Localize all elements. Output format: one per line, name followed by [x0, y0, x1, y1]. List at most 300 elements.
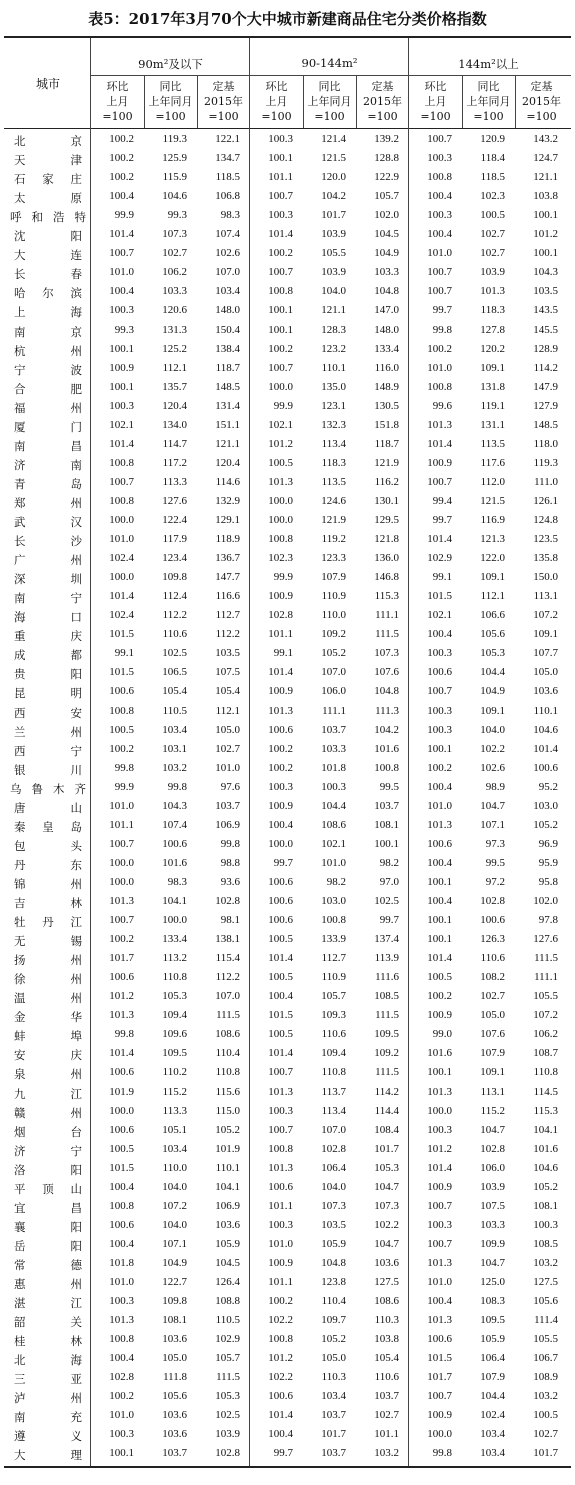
index-value: 99.3 — [114, 323, 134, 336]
index-value: 115.2 — [480, 1104, 505, 1117]
index-value: 113.5 — [480, 437, 505, 450]
city-name — [8, 1143, 88, 1159]
index-value: 120.4 — [162, 399, 187, 412]
index-value: 110.3 — [321, 1371, 346, 1384]
city-name — [8, 343, 88, 359]
index-value: 95.2 — [538, 780, 558, 793]
index-value: 101.6 — [427, 1047, 452, 1060]
index-value: 99.5 — [379, 780, 399, 793]
index-value: 109.1 — [480, 1066, 505, 1079]
index-value: 99.1 — [273, 647, 293, 660]
city-name — [8, 266, 88, 282]
city-name — [8, 838, 88, 854]
city-name-char: 大 — [14, 1448, 26, 1463]
index-value: 102.8 — [321, 1142, 346, 1155]
index-value: 99.9 — [114, 780, 134, 793]
index-value: 97.8 — [538, 914, 558, 927]
city-name-char: 阳 — [70, 667, 82, 682]
city-name — [8, 304, 88, 320]
index-value: 118.9 — [215, 533, 240, 546]
city-name — [8, 1200, 88, 1216]
city-name-char: 华 — [70, 1010, 82, 1025]
index-value: 120.2 — [480, 342, 505, 355]
city-name — [8, 171, 88, 187]
city-name-text — [8, 1047, 88, 1063]
index-value: 100.8 — [427, 171, 452, 184]
index-value: 119.1 — [480, 399, 505, 412]
subcolumn-header-line: =100 — [473, 110, 504, 123]
index-value: 102.8 — [268, 609, 293, 622]
city-name-char: 徐 — [14, 972, 26, 987]
index-value: 103.7 — [215, 799, 240, 812]
city-name-char: 充 — [70, 1410, 82, 1425]
index-value: 99.1 — [432, 571, 452, 584]
index-value: 100.2 — [427, 342, 452, 355]
index-value: 98.2 — [379, 856, 399, 869]
city-name — [8, 590, 88, 606]
index-value: 113.3 — [162, 475, 187, 488]
city-name-char: 蚌 — [14, 1029, 26, 1044]
index-value: 115.9 — [162, 171, 187, 184]
table-title: 表5：2017年3月70个大中城市新建商品住宅分类价格指数 — [88, 10, 487, 28]
index-value: 104.7 — [374, 1237, 399, 1250]
city-name-char: 兰 — [14, 724, 26, 739]
index-value: 100.1 — [533, 247, 558, 260]
city-name-text — [8, 1105, 88, 1121]
index-value: 103.1 — [162, 742, 187, 755]
index-value: 148.5 — [533, 418, 558, 431]
index-value: 104.4 — [321, 799, 346, 812]
index-value: 107.3 — [162, 228, 187, 241]
subcolumn-header-line: 2015年 — [522, 95, 561, 108]
city-name-char: 州 — [70, 495, 82, 510]
city-name-char: 鲁 — [31, 781, 43, 796]
index-value: 103.9 — [215, 1428, 240, 1441]
index-value: 101.3 — [109, 1314, 134, 1327]
index-value: 104.0 — [321, 1180, 346, 1193]
index-value: 109.6 — [162, 1028, 187, 1041]
city-name-char: 岳 — [14, 1238, 26, 1253]
index-value: 136.0 — [374, 552, 399, 565]
index-value: 102.2 — [480, 742, 505, 755]
subcolumn-header-line: 同比 — [159, 80, 182, 93]
city-name-text — [8, 552, 88, 568]
area-group-header: 90-144m² — [301, 56, 358, 70]
city-name-text — [8, 1066, 88, 1082]
city-name — [8, 647, 88, 663]
index-value: 101.4 — [427, 1161, 452, 1174]
city-name-char: 和 — [31, 210, 43, 225]
index-value: 107.2 — [533, 609, 558, 622]
index-value: 95.8 — [538, 875, 558, 888]
index-value: 100.3 — [268, 133, 293, 145]
city-name-text — [8, 781, 88, 797]
city-name-text — [8, 1333, 88, 1349]
index-value: 99.0 — [432, 1028, 452, 1041]
index-value: 104.6 — [162, 190, 187, 203]
index-value: 123.3 — [321, 552, 346, 565]
city-name-char: 汉 — [70, 515, 82, 529]
index-value: 105.0 — [162, 1352, 187, 1365]
index-value: 100.0 — [268, 837, 293, 850]
city-name-char: 郑 — [14, 495, 26, 510]
city-name — [8, 876, 88, 892]
index-value: 99.7 — [432, 304, 452, 317]
index-value: 109.8 — [162, 1295, 187, 1308]
index-value: 99.1 — [114, 647, 134, 660]
city-name — [8, 1047, 88, 1063]
city-name — [8, 724, 88, 740]
index-value: 100.7 — [427, 1237, 452, 1250]
index-value: 100.8 — [268, 533, 293, 546]
index-value: 102.1 — [321, 837, 346, 850]
city-name-text — [8, 495, 88, 511]
index-value: 106.9 — [215, 818, 240, 831]
index-value: 100.2 — [109, 933, 134, 946]
index-value: 108.5 — [374, 990, 399, 1003]
subcolumn-header-line: 环比 — [106, 80, 129, 93]
index-value: 100.5 — [427, 971, 452, 984]
index-value: 101.6 — [374, 742, 399, 755]
city-name-char: 浩 — [53, 210, 65, 225]
city-name-char: 州 — [70, 553, 82, 568]
subcolumn-header-line: 定基 — [530, 80, 553, 93]
index-value: 100.1 — [533, 209, 558, 222]
index-value: 101.3 — [427, 1085, 452, 1098]
city-name — [8, 457, 88, 473]
city-name-char: 泉 — [14, 1067, 26, 1082]
index-value: 113.4 — [321, 437, 346, 450]
index-value: 100.8 — [109, 494, 134, 507]
index-value: 105.3 — [215, 1390, 240, 1403]
index-value: 115.4 — [215, 952, 240, 965]
city-name-char: 贵 — [14, 667, 26, 682]
index-value: 148.0 — [215, 304, 240, 317]
city-name-char: 阳 — [70, 1219, 82, 1234]
index-value: 100.1 — [268, 152, 293, 165]
index-value: 100.2 — [268, 1295, 293, 1308]
index-value: 111.1 — [375, 609, 399, 622]
index-value: 100.6 — [268, 1180, 293, 1193]
subcolumn-header-line: 2015年 — [204, 95, 243, 108]
index-value: 99.8 — [432, 1447, 452, 1460]
city-name — [8, 1447, 88, 1463]
index-value: 107.0 — [321, 666, 346, 679]
city-name-char: 天 — [14, 153, 26, 168]
index-value: 99.7 — [273, 856, 293, 869]
index-value: 100.0 — [427, 1428, 452, 1441]
index-value: 118.4 — [480, 152, 505, 165]
index-value: 103.4 — [162, 1142, 187, 1155]
city-name-char: 西 — [14, 743, 26, 758]
index-value: 103.4 — [321, 1390, 346, 1403]
index-value: 100.3 — [109, 1295, 134, 1308]
city-name — [8, 400, 88, 416]
index-value: 103.9 — [480, 266, 505, 279]
index-value: 104.8 — [374, 685, 399, 698]
city-name-text — [8, 952, 88, 968]
city-name-text — [8, 838, 88, 854]
index-value: 102.5 — [162, 647, 187, 660]
index-value: 106.6 — [480, 609, 505, 622]
index-value: 100.1 — [268, 304, 293, 317]
index-value: 100.6 — [268, 723, 293, 736]
index-value: 101.7 — [321, 209, 346, 222]
index-value: 105.0 — [215, 723, 240, 736]
city-name-char: 重 — [14, 629, 26, 644]
subcolumn-header-line: =100 — [314, 110, 345, 123]
city-name-char: 州 — [70, 1391, 82, 1406]
index-value: 102.1 — [268, 418, 293, 431]
index-value: 105.1 — [162, 1123, 187, 1136]
index-value: 108.2 — [480, 971, 505, 984]
index-value: 103.4 — [215, 285, 240, 298]
city-name-char: 州 — [70, 724, 82, 739]
index-value: 100.5 — [109, 1142, 134, 1155]
city-name-text — [8, 190, 88, 206]
index-value: 100.3 — [427, 704, 452, 717]
index-value: 100.9 — [427, 456, 452, 469]
index-value: 100.6 — [109, 971, 134, 984]
index-value: 101.4 — [109, 590, 134, 603]
index-value: 115.3 — [374, 590, 399, 603]
city-name — [8, 133, 88, 149]
index-value: 100.5 — [268, 456, 293, 469]
index-value: 101.0 — [109, 1409, 134, 1422]
index-value: 105.9 — [215, 1237, 240, 1250]
index-value: 137.4 — [374, 933, 399, 946]
index-value: 107.4 — [215, 228, 240, 241]
index-value: 106.2 — [533, 1028, 558, 1041]
index-value: 99.3 — [167, 209, 187, 222]
city-name-text — [8, 762, 88, 778]
index-value: 102.7 — [533, 1428, 558, 1441]
index-value: 102.8 — [215, 895, 240, 907]
city-name-char: 津 — [70, 153, 82, 168]
index-value: 104.2 — [374, 723, 399, 736]
index-value: 118.3 — [480, 304, 505, 317]
city-name — [8, 1105, 88, 1121]
index-value: 100.2 — [109, 133, 134, 145]
city-name-char: 南 — [14, 1410, 26, 1425]
index-value: 100.1 — [427, 933, 452, 946]
index-value: 100.4 — [427, 856, 452, 869]
index-value: 100.0 — [427, 1104, 452, 1117]
index-value: 121.1 — [215, 437, 240, 450]
city-name-char: 温 — [14, 991, 26, 1006]
index-value: 107.1 — [480, 818, 505, 831]
index-value: 100.3 — [533, 1218, 558, 1231]
city-name-text — [8, 1143, 88, 1159]
subcolumn-header-line: 定基 — [371, 80, 394, 93]
index-value: 93.6 — [220, 875, 240, 888]
city-name — [8, 628, 88, 644]
index-value: 101.0 — [268, 1237, 293, 1250]
index-value: 100.7 — [268, 361, 293, 374]
index-value: 143.5 — [533, 304, 558, 317]
city-name-text — [8, 1276, 88, 1292]
city-name — [8, 285, 88, 301]
index-value: 101.9 — [109, 1085, 134, 1098]
city-name-char: 沙 — [70, 534, 82, 549]
index-value: 106.4 — [321, 1161, 346, 1174]
subcolumn-header-line: 上月 — [265, 95, 288, 108]
city-name — [8, 324, 88, 340]
index-value: 147.9 — [533, 380, 558, 393]
index-value: 101.0 — [109, 799, 134, 812]
index-value: 115.0 — [215, 1104, 240, 1117]
index-value: 102.5 — [215, 1409, 240, 1422]
index-value: 109.9 — [480, 1237, 505, 1250]
index-value: 100.4 — [268, 990, 293, 1003]
index-value: 119.2 — [321, 533, 346, 546]
index-value: 100.1 — [427, 1066, 452, 1079]
city-name-char: 肥 — [70, 381, 82, 396]
index-value: 146.8 — [374, 571, 399, 584]
index-value: 109.5 — [374, 1028, 399, 1041]
index-value: 126.1 — [533, 494, 558, 507]
index-value: 100.9 — [427, 1409, 452, 1422]
index-value: 135.8 — [533, 552, 558, 565]
index-value: 139.2 — [374, 133, 399, 145]
index-value: 122.1 — [215, 133, 240, 145]
index-value: 100.2 — [109, 742, 134, 755]
index-value: 120.0 — [321, 171, 346, 184]
city-name — [8, 1238, 88, 1254]
index-value: 100.7 — [427, 1199, 452, 1212]
city-name-char: 济 — [14, 457, 26, 472]
city-name-char: 呼 — [10, 210, 22, 225]
city-name-text — [8, 1028, 88, 1044]
index-value: 107.3 — [374, 1199, 399, 1212]
index-value: 101.1 — [268, 1199, 293, 1212]
index-value: 103.5 — [215, 647, 240, 660]
index-value: 115.2 — [162, 1085, 187, 1098]
city-name-char: 合 — [14, 381, 26, 396]
index-value: 122.9 — [374, 171, 399, 184]
index-value: 109.1 — [480, 361, 505, 374]
index-value: 113.2 — [162, 952, 187, 965]
index-value: 101.4 — [427, 437, 452, 450]
index-value: 111.5 — [375, 1009, 399, 1022]
index-value: 100.0 — [268, 494, 293, 507]
index-value: 100.1 — [109, 342, 134, 355]
index-value: 102.4 — [480, 1409, 505, 1422]
index-value: 98.3 — [167, 875, 187, 888]
index-value: 101.3 — [268, 1085, 293, 1098]
index-value: 100.3 — [109, 399, 134, 412]
index-value: 102.1 — [109, 418, 134, 431]
index-value: 100.6 — [427, 1333, 452, 1346]
city-name-text — [8, 705, 88, 721]
city-name — [8, 533, 88, 549]
city-name-char: 阳 — [70, 1238, 82, 1253]
city-name — [8, 190, 88, 206]
city-name-char: 庄 — [70, 172, 82, 187]
index-value: 100.2 — [268, 247, 293, 260]
index-value: 105.2 — [533, 1180, 558, 1193]
index-value: 111.5 — [375, 628, 399, 641]
index-value: 118.0 — [533, 437, 558, 450]
city-name — [8, 857, 88, 873]
index-value: 104.2 — [321, 190, 346, 203]
city-name-char: 川 — [70, 762, 82, 777]
city-name-char: 秦 — [14, 819, 26, 834]
index-value: 107.4 — [162, 818, 187, 831]
subcolumn-header-line: 环比 — [424, 80, 447, 93]
city-name-char: 包 — [14, 838, 26, 853]
city-name-char: 京 — [70, 324, 82, 339]
index-value: 101.4 — [109, 1047, 134, 1060]
index-value: 101.2 — [427, 1142, 452, 1155]
index-value: 109.5 — [162, 1047, 187, 1060]
index-value: 100.8 — [268, 1333, 293, 1346]
index-value: 111.5 — [534, 952, 558, 965]
city-name — [8, 228, 88, 244]
index-value: 100.3 — [321, 780, 346, 793]
index-value: 110.8 — [215, 1066, 240, 1079]
index-value: 132.9 — [215, 494, 240, 507]
index-value: 131.3 — [162, 323, 187, 336]
index-value: 100.7 — [268, 190, 293, 203]
index-value: 108.6 — [374, 1295, 399, 1308]
index-value: 104.9 — [162, 1256, 187, 1269]
index-value: 101.4 — [268, 1047, 293, 1060]
index-value: 112.1 — [162, 361, 187, 374]
index-value: 108.1 — [374, 818, 399, 831]
index-value: 100.6 — [162, 837, 187, 850]
index-value: 125.9 — [162, 152, 187, 165]
index-value: 102.9 — [427, 552, 452, 565]
index-value: 101.1 — [268, 628, 293, 641]
index-value: 112.1 — [480, 590, 505, 603]
index-value: 100.1 — [374, 837, 399, 850]
index-value: 143.2 — [533, 133, 558, 145]
index-value: 101.0 — [427, 361, 452, 374]
index-value: 116.2 — [374, 475, 399, 488]
index-value: 129.5 — [374, 514, 399, 526]
index-value: 115.3 — [533, 1104, 558, 1117]
index-value: 101.7 — [427, 1371, 452, 1384]
city-name — [8, 476, 88, 492]
index-value: 118.5 — [480, 171, 505, 184]
index-value: 108.6 — [215, 1028, 240, 1041]
index-value: 114.2 — [374, 1085, 399, 1098]
index-value: 103.5 — [321, 1218, 346, 1231]
index-value: 116.6 — [215, 590, 240, 603]
index-value: 123.2 — [321, 342, 346, 355]
index-value: 110.8 — [533, 1066, 558, 1079]
city-name — [8, 781, 88, 797]
index-value: 100.3 — [109, 304, 134, 317]
city-name — [8, 552, 88, 568]
city-name-text — [8, 1295, 88, 1311]
index-value: 111.1 — [322, 704, 346, 717]
city-name-char: 庆 — [70, 1048, 82, 1063]
city-name-char: 关 — [70, 1315, 82, 1330]
index-value: 101.0 — [109, 533, 134, 546]
index-value: 117.9 — [162, 533, 187, 546]
index-value: 100.6 — [109, 1218, 134, 1231]
city-name-char: 九 — [14, 1086, 26, 1101]
index-value: 121.9 — [321, 514, 346, 526]
city-name-char: 家 — [42, 172, 54, 187]
city-name — [8, 419, 88, 435]
city-name-char: 宁 — [70, 1143, 82, 1158]
index-value: 100.7 — [109, 914, 134, 927]
city-name-char: 江 — [70, 1086, 82, 1101]
index-value: 98.8 — [220, 856, 240, 869]
